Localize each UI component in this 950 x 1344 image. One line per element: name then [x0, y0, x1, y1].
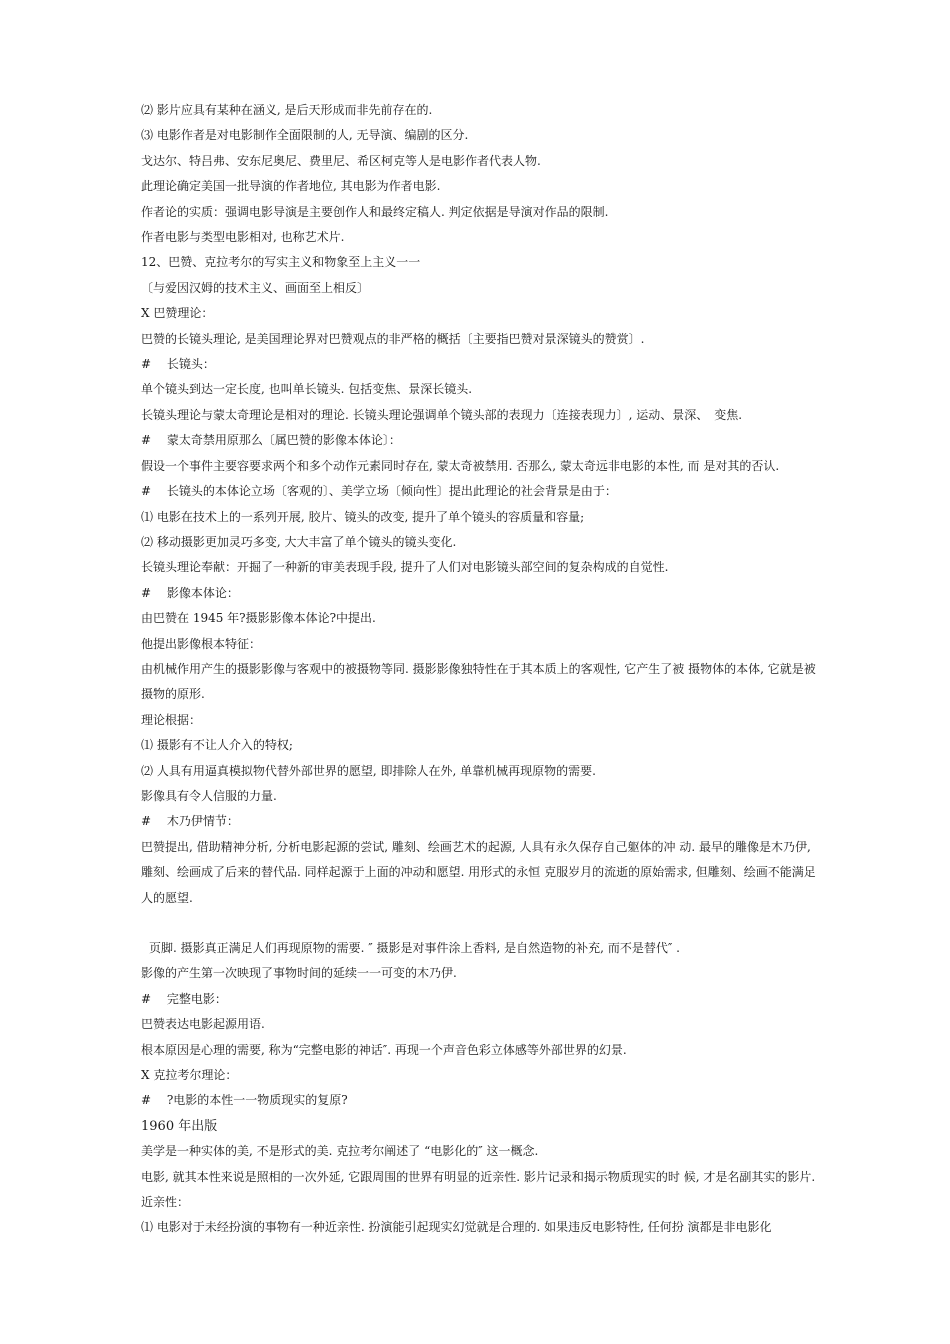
- text-line: 美学是一种实体的美, 不是形式的美. 克拉考尔阐述了 “电影化的″ 这一概念.: [141, 1144, 539, 1159]
- text-line: 由巴赞在 1945 年?摄影影像本体论?中提出.: [141, 611, 376, 626]
- section-heading: 12、巴赞、克拉考尔的写实主义和物象至上主义一一: [141, 255, 421, 270]
- text-line: 理论根据：: [141, 712, 202, 727]
- text-line: 作者论的实质：强调电影导演是主要创作人和最终定稿人. 判定依据是导演对作品的限制.: [141, 204, 609, 219]
- text-line: 根本原因是心理的需要, 称为“完整电影的神话″. 再现一个声音色彩立体感等外部世界的幻景.: [141, 1042, 627, 1057]
- text-line: ⑴ 电影在技术上的一系列开展, 胶片、镜头的改变, 提升了单个镜头的容质量和容量;: [141, 509, 585, 524]
- text-line: 假设一个事件主要容要求两个和多个动作元素同时存在, 蒙太奇被禁用. 否那么, 蒙太奇远非电影的本性, 而 是对其的否认.: [141, 458, 780, 473]
- text-line: 他提出影像根本特征：: [141, 636, 262, 651]
- text-line: 影像的产生第一次映现了事物时间的延续一一可变的木乃伊.: [141, 966, 457, 981]
- text-line: 〔与爱因汉姆的技术主义、画面至上相反〕: [141, 280, 370, 295]
- text-block-3: [141, 961, 826, 1164]
- subsection-heading: # 完整电影：: [141, 991, 227, 1006]
- text-line: 巴赞的长镜头理论, 是美国理论界对巴赞观点的非严格的概括〔主要指巴赞对景深镜头的赞赏〕.: [141, 331, 645, 346]
- text-line: 单个镜头到达一定长度, 也叫单长镜头. 包括变焦、景深长镜头.: [141, 382, 473, 397]
- text-line: ⑵ 移动摄影更加灵巧多变, 大大丰富了单个镜头的镜头变化.: [141, 534, 457, 549]
- subsection-heading: # 长镜头的本体论立场〔客观的〕、美学立场〔倾向性〕提出此理论的社会背景是由于：: [141, 484, 617, 499]
- subsection-heading: X 巴赞理论：: [141, 306, 214, 321]
- paragraph: 电影, 就其本性来说是照相的一次外延, 它跟周围的世界有明显的近亲性. 影片记录和揭示物质现实的时 候, 才是名副其实的影片.: [141, 1169, 816, 1184]
- subsection-heading: # 影像本体论：: [141, 585, 239, 600]
- paragraph: 巴赞提出, 借助精神分析, 分析电影起源的尝试, 雕刻、绘画艺术的起源, 人具有永久保存自己躯体的冲 动. 最早的雕像是木乃伊, 雕刻、绘画成了后来的替代品. 同样起源于上面的冲动和愿望. 用形式的永恒 克服岁月的流逝的原始需求, 但雕刻、绘画不能满足人的愿望.: [141, 839, 816, 905]
- text-line: 长镜头理论与蒙太奇理论是相对的理论. 长镜头理论强调单个镜头部的表现力〔连接表现力〕, 运动、景深、 变焦.: [141, 407, 743, 422]
- document-page: [141, 98, 826, 1241]
- footer-line: 页脚. 摄影真正满足人们再现原物的需要. ″ 摄影是对事件涂上香料, 是自然造物的补充, 而不是替代″ .: [149, 941, 680, 955]
- text-line: ⑴ 摄影有不让人介入的特权;: [141, 738, 293, 753]
- text-line: 作者电影与类型电影相对, 也称艺术片.: [141, 230, 345, 245]
- subsection-heading: # 蒙太奇禁用原那么〔属巴赞的影像本体论〕：: [141, 433, 401, 448]
- spacer: [141, 911, 826, 936]
- text-line: 长镜头理论奉献：开掘了一种新的审美表现手段, 提升了人们对电影镜头部空间的复杂构成的自觉性.: [141, 560, 669, 575]
- text-line: ⑶ 电影作者是对电影制作全面限制的人, 无导演、编剧的区分.: [141, 128, 469, 143]
- subsection-heading: X 克拉考尔理论：: [141, 1068, 238, 1083]
- text-line: ⑵ 人具有用逼真模拟物代替外部世界的愿望, 即排除人在外, 单靠机械再现原物的需要.: [141, 763, 596, 778]
- subsection-heading: # ?电影的本性一一物质现实的复原?: [141, 1093, 348, 1108]
- text-block-1: [141, 98, 826, 657]
- text-block-2: [141, 708, 826, 835]
- subsection-heading: # 长镜头：: [141, 357, 215, 372]
- text-line: 此理论确定美国一批导演的作者地位, 其电影为作者电影.: [141, 179, 441, 194]
- text-line: 影像具有令人信服的力量.: [141, 788, 277, 803]
- text-line: ⑵ 影片应具有某种在涵义, 是后天形成而非先前存在的.: [141, 103, 433, 117]
- text-line: ⑴ 电影对于未经扮演的事物有一种近亲性. 扮演能引起现实幻觉就是合理的. 如果违反电影特性, 任何扮 演都是非电影化: [141, 1220, 772, 1235]
- text-line: 巴赞表达电影起源用语.: [141, 1017, 265, 1032]
- subsection-heading: # 木乃伊情节：: [141, 814, 239, 829]
- paragraph: 由机械作用产生的摄影影像与客观中的被摄物等同. 摄影影像独特性在于其本质上的客观性, 它产生了被 摄物体的本体, 它就是被摄物的原形.: [141, 661, 816, 702]
- text-line: 近亲性：: [141, 1195, 190, 1210]
- text-block-4: [141, 1190, 826, 1241]
- text-line: 戈达尔、特吕弗、安东尼奥尼、费里尼、希区柯克等人是电影作者代表人物.: [141, 153, 541, 168]
- text-line: 1960 年出版: [141, 1118, 218, 1134]
